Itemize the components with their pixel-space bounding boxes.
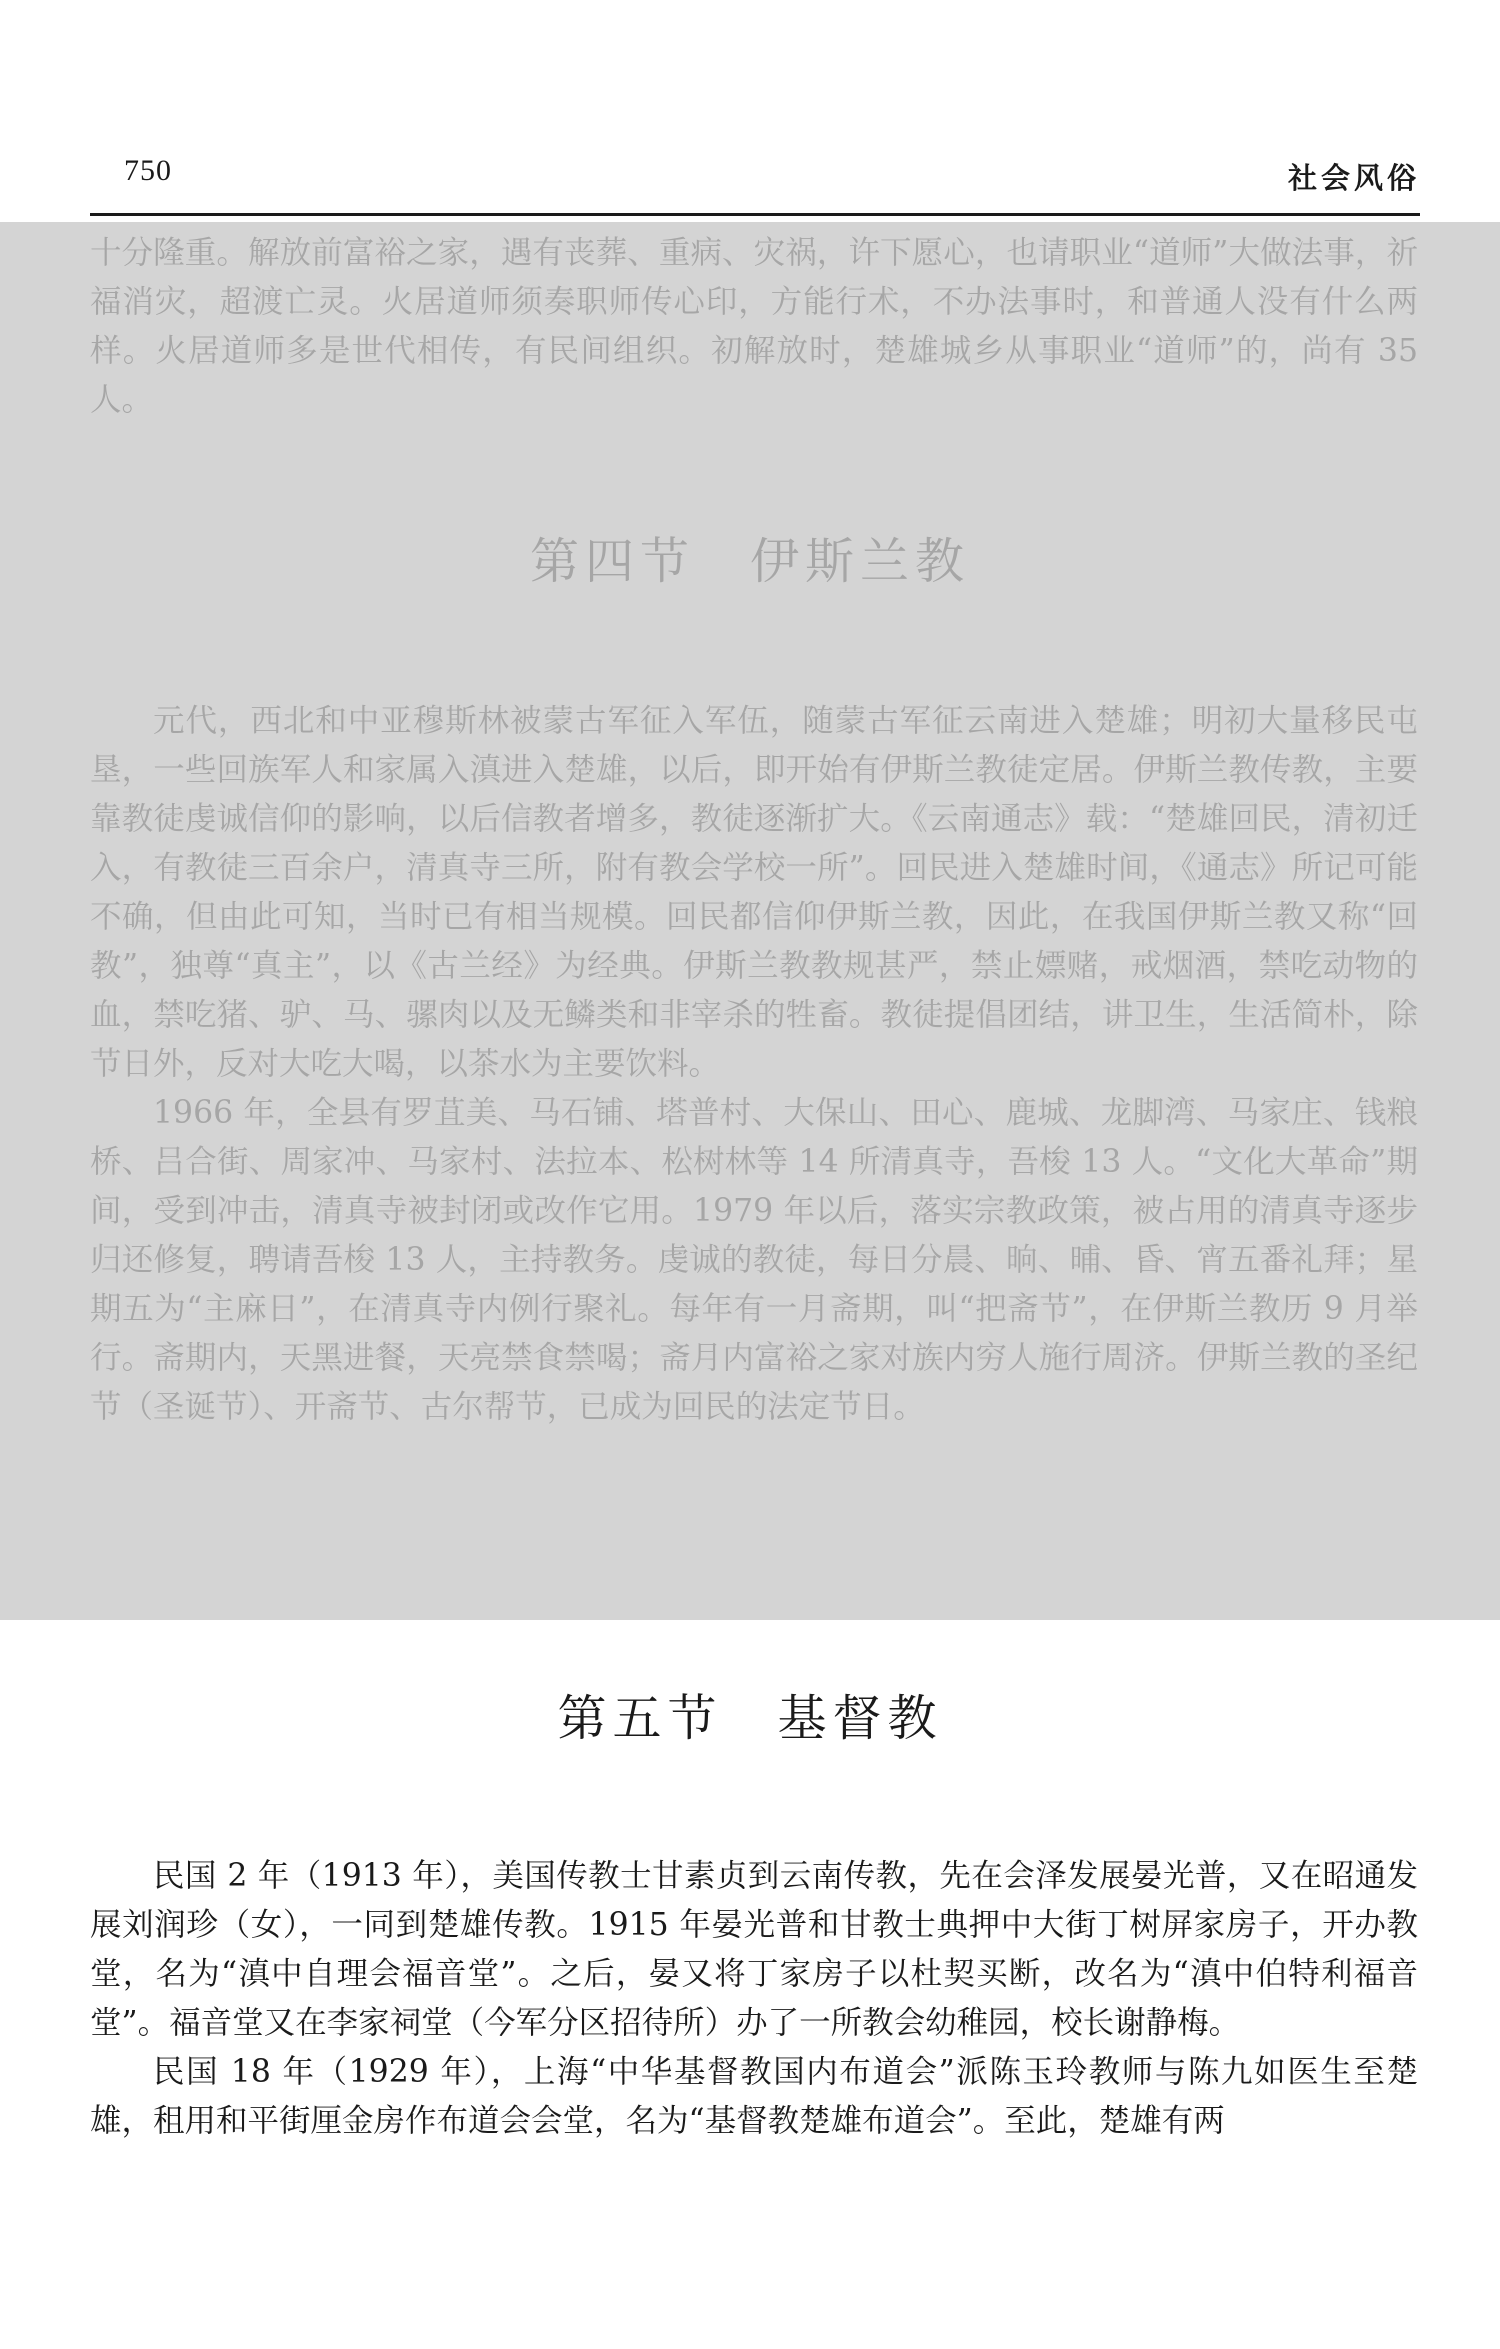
section-title-islam: 第四节 伊斯兰教	[529, 533, 970, 590]
islam-paragraph-1: 元代，西北和中亚穆斯林被蒙古军征入军伍，随蒙古军征云南进入楚雄；明初大量移民屯垦，一些回族军人和家属入滇进入楚雄，以后，即开始有伊斯兰教徒定居。伊斯兰教传教，主要靠教徒虔诚信仰的影响，以后信教者增多，教徒逐渐扩大。《云南通志》载：“楚雄回民，清初迁入，有教徒三百余户，清真寺三所，附有教会学校一所”。回民进入楚雄时间，《通志》所记可能不确，但由此可知，当时已有相当规模。回民都信仰伊斯兰教，因此，在我国伊斯兰教又称“回教”，独尊“真主”，以《古兰经》为经典。伊斯兰教教规甚严，禁止嫖赌，戒烟酒，禁吃动物的血，禁吃猪、驴、马、骡肉以及无鳞类和非宰杀的牲畜。教徒提倡团结，讲卫生，生活简朴，除节日外，反对大吃大喝，以茶水为主要饮料。	[90, 703, 1418, 1082]
christianity-text-block	[90, 1852, 1418, 2146]
continuation-paragraph: 十分隆重。解放前富裕之家，遇有丧葬、重病、灾祸，许下愿心，也请职业“道师”大做法事，祈福消灾，超渡亡灵。火居道师须奏职师传心印，方能行术，不办法事时，和普通人没有什么两样。火居道师多是世代相传，有民间组织。初解放时，楚雄城乡从事职业“道师”的，尚有 35 人。	[90, 235, 1418, 418]
islam-text-block	[90, 697, 1418, 1432]
christianity-paragraph-2: 民国 18 年（1929 年），上海“中华基督教国内布道会”派陈玉玲教师与陈九如医生至楚雄，租用和平街厘金房作布道会会堂，名为“基督教楚雄布道会”。至此，楚雄有两	[90, 2054, 1418, 2139]
header-rule	[90, 213, 1420, 216]
section-title-christianity: 第五节 基督教	[557, 1690, 943, 1747]
islam-paragraph-2: 1966 年，全县有罗苴美、马石铺、塔普村、大保山、田心、鹿城、龙脚湾、马家庄、钱粮桥、吕合街、周家冲、马家村、法拉本、松树林等 14 所清真寺，吾梭 13 人。“文化大革命”期间，受到冲击，清真寺被封闭或改作它用。1979 年以后，落实宗教政策，被占用的清真寺逐步归还修复，聘请吾梭 13 人，主持教务。虔诚的教徒，每日分晨、晌、晡、昏、宵五番礼拜；星期五为“主麻日”，在清真寺内例行聚礼。每年有一月斋期，叫“把斋节”，在伊斯兰教历 9 月举行。斋期内，天黑进餐，天亮禁食禁喝；斋月内富裕之家对族内穷人施行周济。伊斯兰教的圣纪节（圣诞节）、开斋节、古尔帮节，已成为回民的法定节日。	[90, 1095, 1418, 1425]
running-head: 社会风俗	[1287, 161, 1420, 195]
page-number: 750	[124, 154, 172, 187]
continuation-text-block	[90, 229, 1418, 425]
christianity-paragraph-1: 民国 2 年（1913 年），美国传教士甘素贞到云南传教，先在会泽发展晏光普，又在昭通发展刘润珍（女），一同到楚雄传教。1915 年晏光普和甘教士典押中大街丁树屏家房子，开办教堂，名为“滇中自理会福音堂”。之后，晏又将丁家房子以杜契买断，改名为“滇中伯特利福音堂”。福音堂又在李家祠堂（今军分区招待所）办了一所教会幼稚园，校长谢静梅。	[90, 1858, 1418, 2041]
